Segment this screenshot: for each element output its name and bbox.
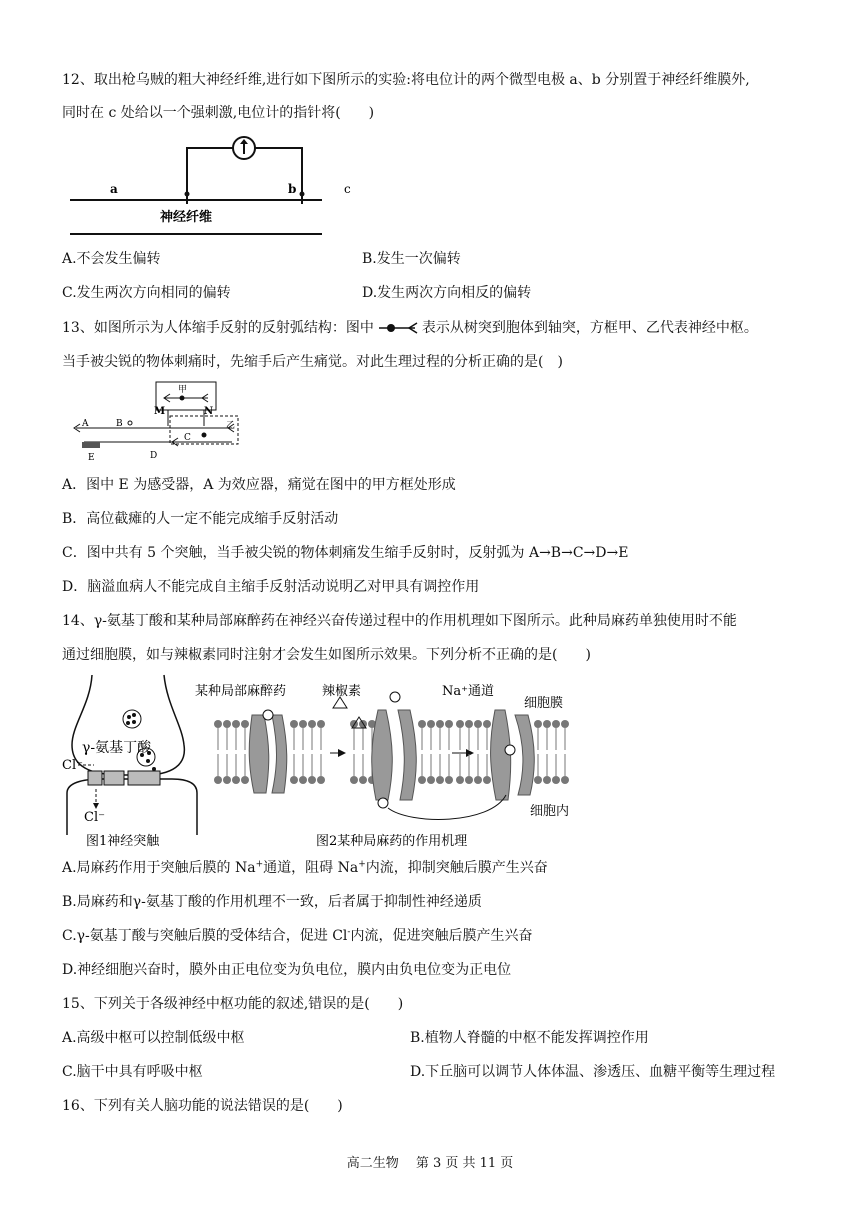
q13-label-jia: 甲 (178, 385, 188, 395)
q15-option-b: B.植物人脊髓的中枢不能发挥调控作用 (410, 1030, 649, 1046)
q13-option-b: B．高位截瘫的人一定不能完成缩手反射活动 (62, 511, 339, 527)
page-footer: 高二生物 第 3 页 共 11 页 (346, 1156, 514, 1171)
q13-option-a: A．图中 E 为感受器，A 为效应器，痛觉在图中的甲方框处形成 (62, 477, 456, 493)
q14-option-c-sup: - (347, 927, 351, 938)
q16-stem: 16、下列有关人脑功能的说法错误的是( ) (62, 1098, 343, 1114)
q13-option-d: D．脑溢血病人不能完成自主缩手反射活动说明乙对甲具有调控作用 (62, 579, 480, 595)
q12-label-a: a (110, 182, 118, 196)
q13-option-c: C．图中共有 5 个突触，当手被尖锐的物体刺痛发生缩手反射时，反射弧为 A→B→C→D→E (62, 545, 629, 561)
q14-label-anesthetic: 某种局部麻醉药 (195, 684, 287, 699)
q12-stem-line1: 12、取出枪乌贼的粗大神经纤维,进行如下图所示的实验:将电位计的两个微型电极 a、b 分别置于神经纤维膜外, (62, 72, 750, 88)
q12-option-c: C.发生两次方向相同的偏转 (62, 285, 231, 301)
receptor-hatch (82, 442, 100, 448)
q14-option-a-part1: A.局麻药作用于突触后膜的 Na (62, 860, 256, 876)
q14-stem-line2: 通过细胞膜，如与辣椒素同时注射才会发生如图所示效果。下列分析不正确的是( ) (62, 647, 591, 663)
q12-option-a: A.不会发生偏转 (62, 251, 161, 267)
q13-label-yi: 乙 (226, 421, 236, 431)
q13-label-b: B (116, 419, 123, 429)
q13-reflex-arc-figure (72, 380, 252, 462)
q13-label-n: N (204, 406, 214, 417)
q14-option-c (62, 926, 532, 946)
postsynaptic-membrane (67, 779, 197, 835)
q12-option-b: B.发生一次偏转 (362, 251, 461, 267)
q14-figure1-synapse (62, 675, 207, 850)
q13-label-m: M (154, 406, 166, 417)
neuron-symbol-icon (377, 321, 419, 335)
q14-label-membrane: 细胞膜 (524, 696, 564, 711)
electrode-a-dot (185, 192, 190, 197)
electrode-b-dot (300, 192, 305, 197)
q14-option-d: D.神经细胞兴奋时，膜外由正电位变为负电位，膜内由负电位变为正电位 (62, 962, 512, 978)
q14-label-inside: 细胞内 (530, 804, 570, 819)
q15-option-c: C.脑干中具有呼吸中枢 (62, 1064, 203, 1080)
q14-option-b: B.局麻药和γ-氨基丁酸的作用机理不一致，后者属于抑制性神经递质 (62, 894, 482, 910)
q12-figure (62, 136, 351, 236)
q14-label-gaba: γ-氨基丁酸 (82, 740, 152, 756)
q15-stem: 15、下列关于各级神经中枢功能的叙述,错误的是( ) (62, 996, 404, 1012)
q14-figure2-mechanism (190, 675, 600, 850)
q13-stem-part2: 表示从树突到胞体到轴突，方框甲、乙代表神经中枢。 (421, 320, 758, 336)
q14-label-na-channel: Na⁺通道 (442, 684, 494, 699)
q12-stem-line2: 同时在 c 处给以一个强刺激,电位计的指针将( ) (62, 105, 375, 121)
q13-label-a: A (82, 419, 89, 429)
q14-stem-line1: 14、γ-氨基丁酸和某种局部麻醉药在神经兴奋传递过程中的作用机理如下图所示。此种局麻药单独使用时不能 (62, 613, 737, 629)
q13-label-d: D (150, 451, 158, 461)
presynaptic-terminal (72, 675, 184, 775)
q12-label-c: c (344, 182, 351, 196)
q12-fiber-label: 神经纤维 (160, 210, 213, 225)
q13-stem-line1 (62, 318, 758, 338)
q14-option-a (62, 858, 548, 878)
q14-label-cl-top: Cl⁻ (62, 758, 83, 773)
q14-option-c-part2: 内流，促进突触后膜产生兴奋 (350, 928, 533, 944)
q14-label-capsaicin: 辣椒素 (322, 684, 362, 699)
q15-option-d: D.下丘脑可以调节人体体温、渗透压、血糖平衡等生理过程 (410, 1064, 776, 1080)
q14-option-c-part1: C.γ-氨基丁酸与突触后膜的受体结合，促进 Cl (62, 928, 348, 944)
q13-stem-line2: 当手被尖锐的物体刺痛时，先缩手后产生痛觉。对此生理过程的分析正确的是( ) (62, 354, 563, 370)
q14-figure1-caption: 图1神经突触 (86, 834, 160, 849)
q14-option-a-sup1: + (255, 859, 264, 870)
q14-option-a-part3: 内流，抑制突触后膜产生兴奋 (365, 860, 548, 876)
q14-label-cl-bottom: Cl⁻ (84, 810, 105, 825)
q14-option-a-sup2: + (358, 859, 366, 870)
q14-option-a-part2: 通道，阻碍 Na (263, 860, 359, 876)
q12-option-d: D.发生两次方向相反的偏转 (362, 285, 532, 301)
q12-label-b: b (288, 182, 297, 196)
q13-stem-part1: 13、如图所示为人体缩手反射的反射弧结构：图中 (62, 320, 374, 336)
q14-figure2-caption: 图2某种局麻药的作用机理 (316, 834, 468, 849)
q13-label-c: C (184, 433, 191, 443)
q13-label-e: E (88, 453, 95, 463)
q15-option-a: A.高级中枢可以控制低级中枢 (62, 1030, 245, 1046)
